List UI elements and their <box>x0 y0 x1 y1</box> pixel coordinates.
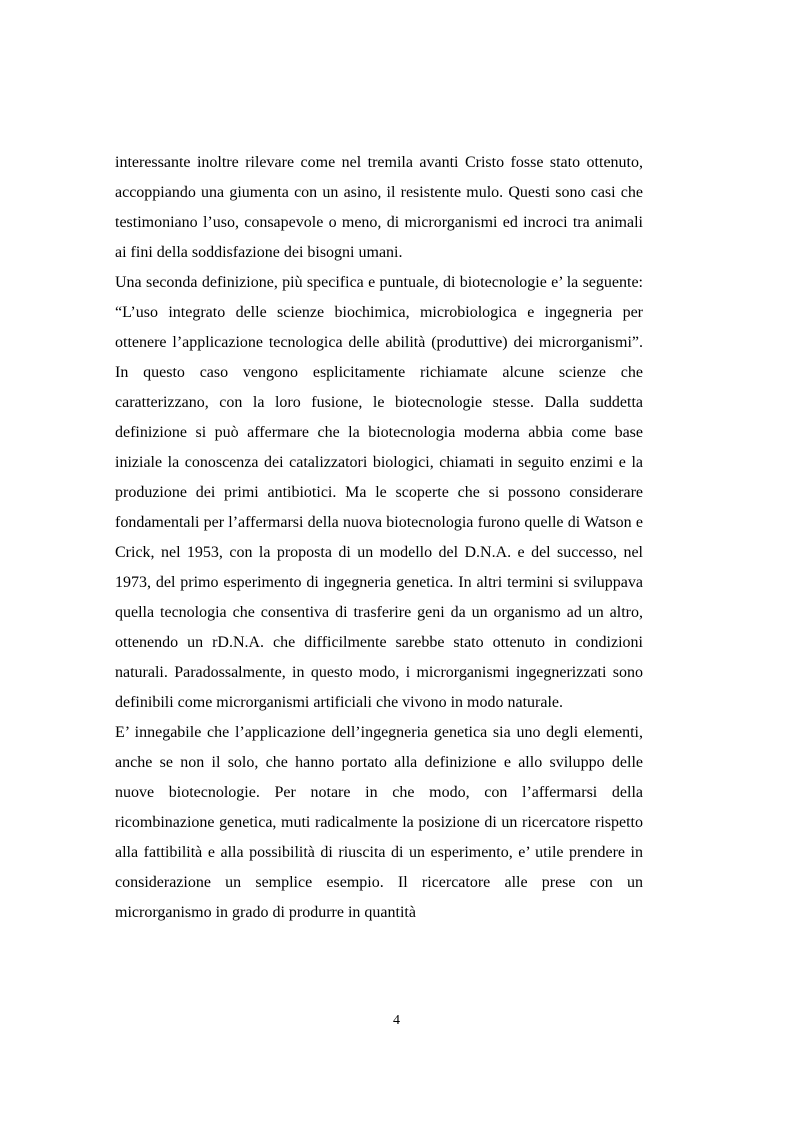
paragraph-1: interessante inoltre rilevare come nel tremila avanti Cristo fosse stato ottenuto, accoppiando una giumenta con un asino, il resistente mulo. Questi sono casi che testimoniano l’uso, consapevole o meno, di microrganismi ed incroci tra animali ai fini della soddisfazione dei bisogni umani. <box>115 154 643 261</box>
paragraph-3: E’ innegabile che l’applicazione dell’ingegneria genetica sia uno degli elementi, anche se non il solo, che hanno portato alla definizione e allo sviluppo delle nuove biotecnologie. Per notare in che modo, con l’affermarsi della ricombinazione genetica, muti radicalmente la posizione di un ricercatore rispetto alla fattibilità e alla possibilità di riuscita di un esperimento, e’ utile prendere in considerazione un semplice esempio. Il ricercatore alle prese con un microrganismo in grado di produrre in quantità <box>115 724 643 921</box>
body-text <box>115 148 643 928</box>
paragraph-2: Una seconda definizione, più specifica e puntuale, di biotecnologie e’ la seguente: “L’uso integrato delle scienze biochimica, microbiologica e ingegneria per ottenere l’applicazione tecnologica delle abilità (produttive) dei microrganismi”. In questo caso vengono esplicitamente richiamate alcune scienze che caratterizzano, con la loro fusione, le biotecnologie stesse. Dalla suddetta definizione si può affermare che la biotecnologia moderna abbia come base iniziale la conoscenza dei catalizzatori biologici, chiamati in seguito enzimi e la produzione dei primi antibiotici. Ma le scoperte che si possono considerare fondamentali per l’affermarsi della nuova biotecnologia furono quelle di Watson e Crick, nel 1953, con la proposta di un modello del D.N.A. e del successo, nel 1973, del primo esperimento di ingegneria genetica. In altri termini si sviluppava quella tecnologia che consentiva di trasferire geni da un organismo ad un altro, ottenendo un rD.N.A. che difficilmente sarebbe stato ottenuto in condizioni naturali. Paradossalmente, in questo modo, i microrganismi ingegnerizzati sono definibili come microrganismi artificiali che vivono in modo naturale. <box>115 274 643 711</box>
page-number: 4 <box>393 1013 400 1028</box>
